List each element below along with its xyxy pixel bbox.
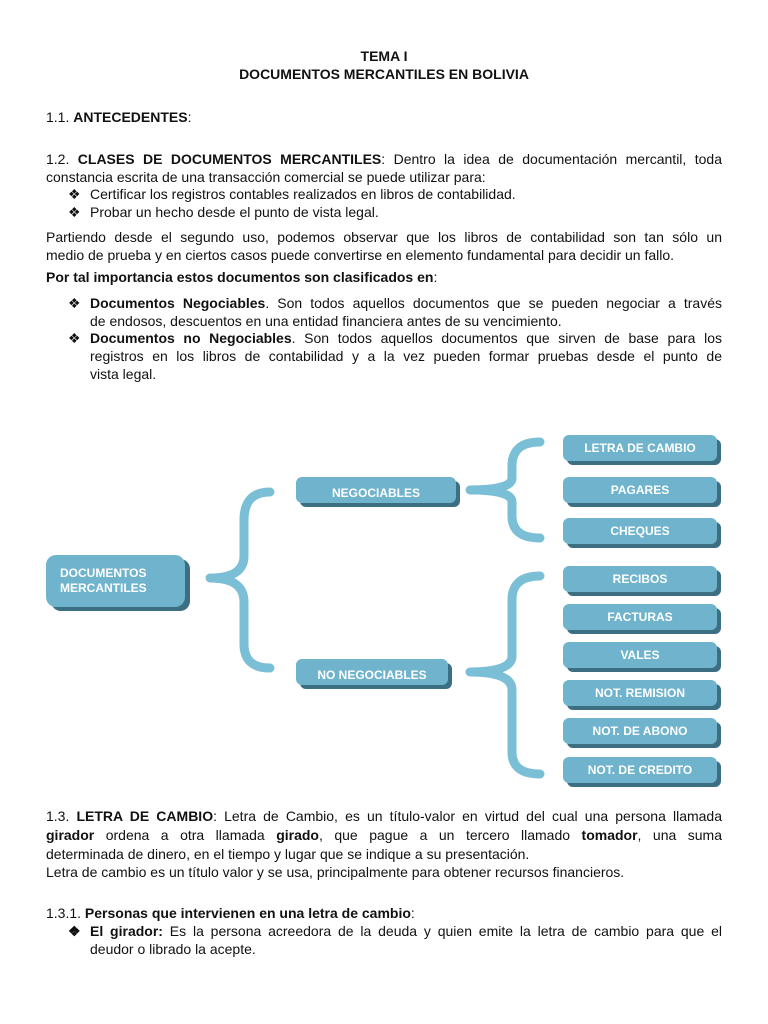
list-item: ❖ Certificar los registros contables realizados en libros de contabilidad. bbox=[68, 186, 516, 202]
root-label-line1: DOCUMENTOS bbox=[60, 566, 147, 580]
leaf-label-pagares: PAGARES bbox=[610, 483, 670, 498]
branch-no-negociables bbox=[296, 659, 452, 689]
list-item-girador: ❖ El girador: Es la persona acreedora de la deuda y quien emite la letra de cambio para que el deudor o librado la acepte. bbox=[68, 923, 722, 957]
leaf-box bbox=[563, 518, 721, 548]
leaf-box bbox=[563, 477, 721, 507]
leaf-box bbox=[563, 718, 721, 748]
leaf-box bbox=[563, 566, 721, 596]
leaf-label-cheques: CHEQUES bbox=[610, 524, 670, 539]
diagram-root bbox=[46, 555, 190, 611]
section-1-2-line: constancia escrita de una transacción comercial se puede utilizar para: bbox=[46, 169, 486, 185]
section-1-3-line: Letra de cambio es un título valor y se usa, principalmente para obtener recursos financieros. bbox=[46, 864, 625, 880]
section-1-3-1-heading: 1.3.1. Personas que intervienen en una letra de cambio: bbox=[46, 905, 415, 921]
section-1-3-heading: 1.3. LETRA DE CAMBIO: Letra de Cambio, es un título-valor en virtud del cual una persona llamada bbox=[46, 808, 722, 824]
negociables-leaves bbox=[563, 435, 721, 548]
branch-negociables bbox=[296, 477, 460, 507]
leaf-box bbox=[563, 757, 721, 787]
negociables-brace bbox=[470, 442, 540, 538]
main-brace bbox=[210, 492, 270, 668]
section-1-3-line: girador ordena a otra llamada girado, que pague a un tercero llamado tomador, una suma bbox=[46, 827, 722, 843]
branch-negociables-label: NEGOCIABLES bbox=[331, 486, 421, 501]
leaf-box bbox=[563, 604, 721, 634]
classification-intro: Por tal importancia estos documentos son clasificados en: bbox=[46, 269, 438, 285]
section-1-3-line: determinada de dinero, en el tiempo y lugar que se indique a su presentación. bbox=[46, 846, 530, 862]
document-title: DOCUMENTOS MERCANTILES EN BOLIVIA bbox=[239, 66, 529, 82]
root-label-line2: MERCANTILES bbox=[60, 581, 147, 595]
section-1-2-heading: 1.2. CLASES DE DOCUMENTOS MERCANTILES: Dentro la idea de documentación mercantil, toda bbox=[46, 151, 722, 167]
leaf-label-letra-de-cambio: LETRA DE CAMBIO bbox=[584, 441, 696, 456]
paragraph-line: Partiendo desde el segundo uso, podemos observar que los libros de contabilidad son tan sólo un bbox=[46, 229, 722, 245]
leaf-label-not-remision: NOT. REMISION bbox=[594, 686, 686, 701]
paragraph-line: medio de prueba y en ciertos casos puede convertirse en elemento fundamental para decidir un fallo. bbox=[46, 247, 675, 263]
leaf-box bbox=[563, 680, 721, 710]
leaf-label-facturas: FACTURAS bbox=[607, 610, 673, 625]
leaf-label-not-de-credito: NOT. DE CREDITO bbox=[587, 763, 693, 778]
leaf-box bbox=[563, 435, 721, 465]
no-negociables-leaves bbox=[563, 566, 721, 787]
no-negociables-brace bbox=[470, 576, 540, 774]
branch-no-negociables-label: NO NEGOCIABLES bbox=[317, 668, 427, 683]
list-item: ❖ Probar un hecho desde el punto de vista legal. bbox=[68, 204, 379, 220]
list-item-negociables: ❖ Documentos Negociables. Son todos aquellos documentos que se pueden negociar a través de endosos, descuentos en una entidad financiera antes de su vencimiento. bbox=[68, 295, 723, 329]
document-topic: TEMA I bbox=[360, 48, 408, 64]
list-item-no-negociables: ❖ Documentos no Negociables. Son todos aquellos documentos que sirven de base para los registros en los libros de contabilidad y a la vez pueden formar pruebas desde el punto de vista legal. bbox=[68, 330, 722, 382]
leaf-box bbox=[563, 642, 721, 672]
leaf-label-vales: VALES bbox=[620, 648, 660, 663]
leaf-label-not-de-abono: NOT. DE ABONO bbox=[592, 724, 688, 739]
leaf-label-recibos: RECIBOS bbox=[612, 572, 668, 587]
section-1-1-heading: 1.1. ANTECEDENTES: bbox=[46, 109, 192, 125]
